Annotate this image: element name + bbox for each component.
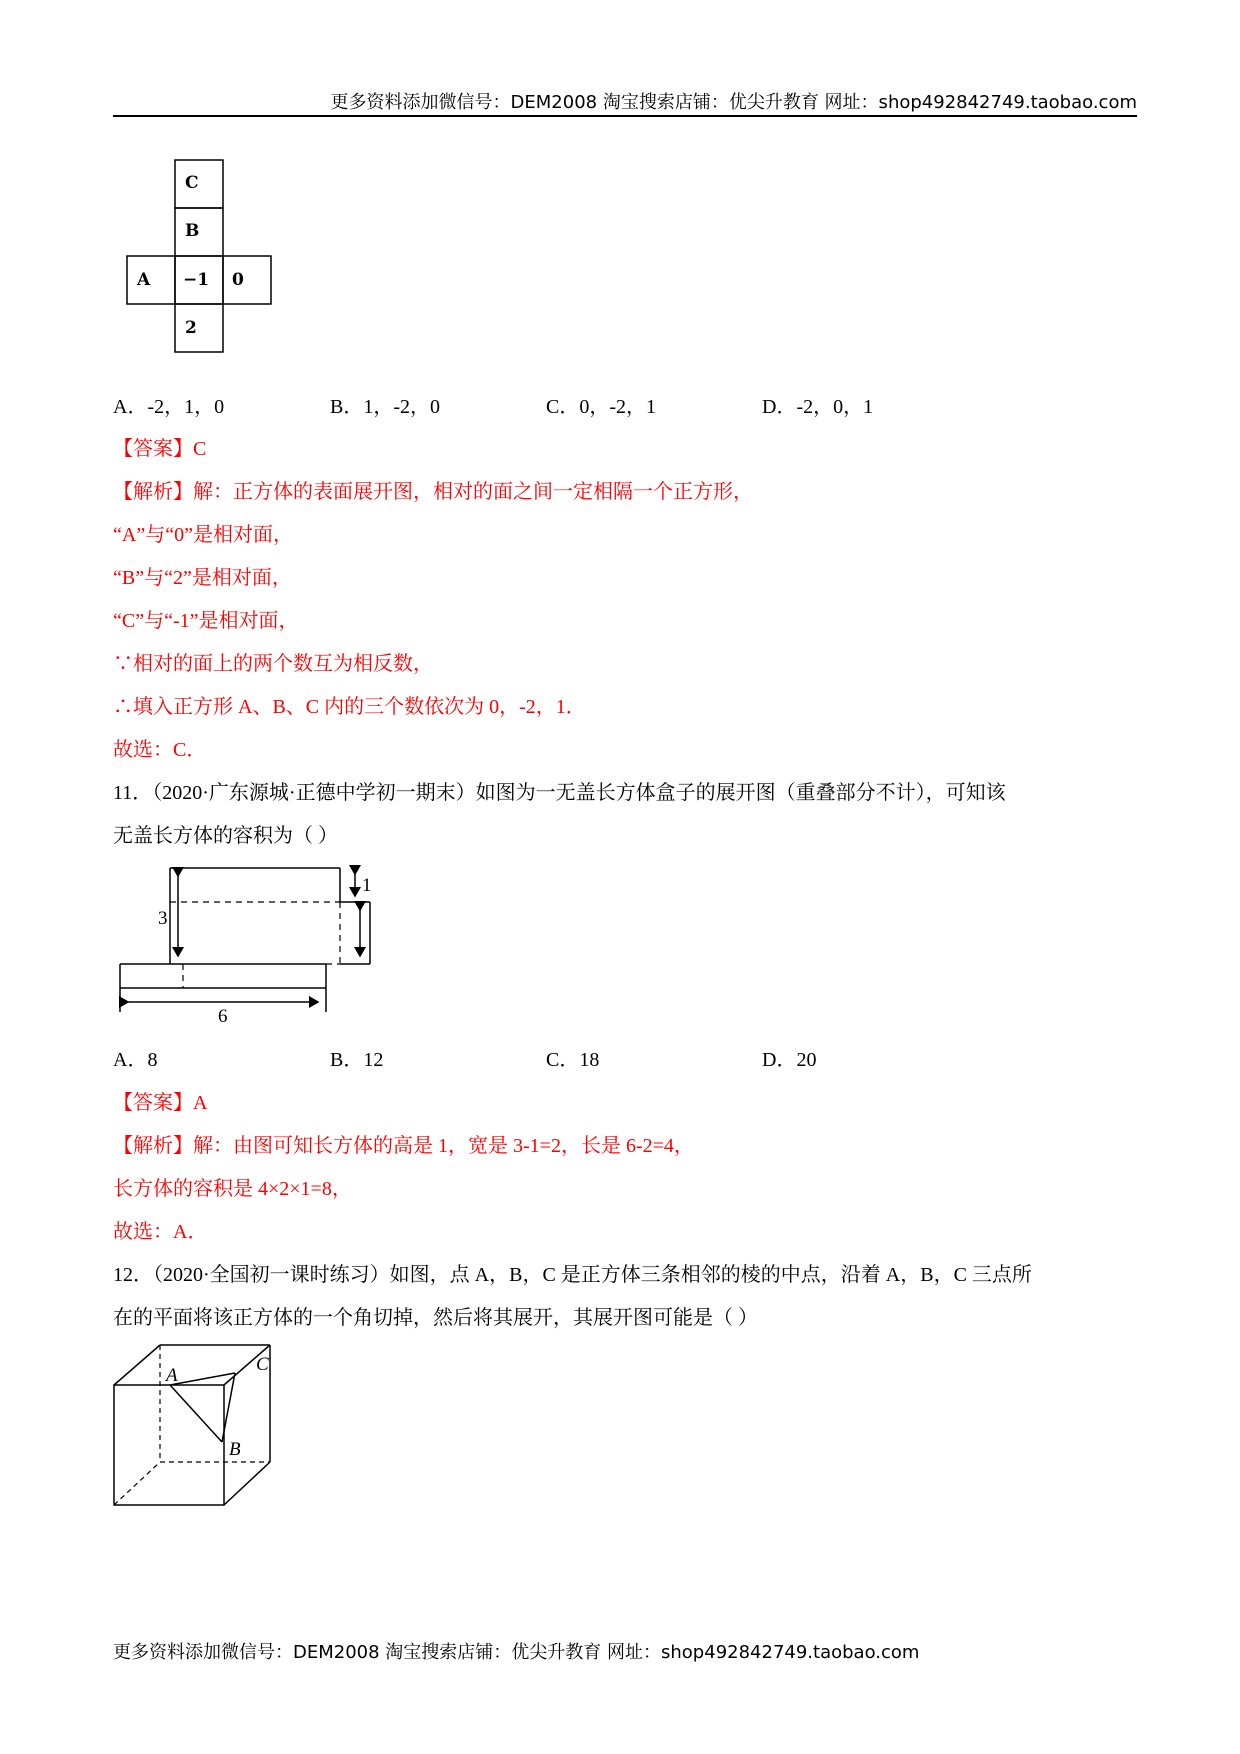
cube-net-figure	[120, 155, 295, 370]
cube-label-b: B	[229, 1439, 241, 1460]
q11-option-d: D．20	[762, 1049, 817, 1071]
box-dim-1: 1	[362, 875, 372, 896]
net-square-a	[127, 256, 175, 304]
page-header: 更多资料添加微信号：DEM2008 淘宝搜索店铺：优尖升教育 网址：shop492842749.taobao.com	[330, 92, 1137, 113]
q11-option-b: B．12	[330, 1049, 384, 1071]
box-dim-3: 3	[158, 908, 168, 929]
cube-label-a: A	[166, 1365, 178, 1386]
q10-analysis-line: ∵相对的面上的两个数互为相反数，	[113, 653, 433, 675]
q10-analysis-line: “B”与“2”是相对面，	[113, 567, 292, 589]
q10-analysis-line: ∴填入正方形 A、B、C 内的三个数依次为 0，-2，1．	[113, 696, 586, 718]
cube-cut-figure	[108, 1340, 288, 1510]
q11-analysis-line: 【解析】解：由图可知长方体的高是 1，宽是 3-1=2，长是 6-2=4，	[113, 1135, 694, 1157]
net-label-0: 0	[232, 270, 244, 290]
q10-answer: 【答案】C	[113, 438, 207, 460]
net-label-minus1: −1	[183, 270, 210, 290]
net-label-a: A	[137, 270, 151, 290]
q10-analysis-line: “C”与“-1”是相对面，	[113, 610, 299, 632]
q11-option-c: C．18	[546, 1049, 600, 1071]
net-label-c: C	[185, 173, 199, 193]
box-net-figure	[110, 862, 380, 1027]
q11-analysis-line: 故选：A．	[113, 1221, 208, 1243]
net-square-c	[175, 160, 223, 208]
q11-analysis-line: 长方体的容积是 4×2×1=8，	[113, 1178, 352, 1200]
net-label-b: B	[185, 221, 200, 241]
net-label-2: 2	[185, 318, 197, 338]
q11-stem-line: 11．（2020·广东源城·正德中学初一期末）如图为一无盖长方体盒子的展开图（重叠部分不计），可知该	[113, 782, 1006, 804]
q12-stem-line: 在的平面将该正方体的一个角切掉，然后将其展开，其展开图可能是（ ）	[113, 1307, 758, 1329]
q10-option-a: A．-2，1，0	[113, 396, 225, 418]
q12-stem-line: 12．（2020·全国初一课时练习）如图，点 A，B，C 是正方体三条相邻的棱的中点，沿着 A，B，C 三点所	[113, 1264, 1032, 1286]
q11-option-a: A．8	[113, 1049, 158, 1071]
q10-analysis-line: 故选：C．	[113, 739, 207, 761]
q10-option-b: B．1，-2，0	[330, 396, 440, 418]
net-square-2	[175, 304, 223, 352]
q10-analysis-line: “A”与“0”是相对面，	[113, 524, 293, 546]
header-rule	[113, 115, 1137, 117]
q10-option-c: C．0，-2，1	[546, 396, 656, 418]
q10-analysis-line: 【解析】解：正方体的表面展开图，相对的面之间一定相隔一个正方形，	[113, 481, 753, 503]
q11-answer: 【答案】A	[113, 1092, 208, 1114]
q11-stem-line: 无盖长方体的容积为（ ）	[113, 825, 338, 847]
cube-label-c: C	[256, 1354, 269, 1375]
q10-option-d: D．-2，0，1	[762, 396, 874, 418]
net-square-0	[223, 256, 271, 304]
page-footer: 更多资料添加微信号：DEM2008 淘宝搜索店铺：优尖升教育 网址：shop492842749.taobao.com	[113, 1642, 920, 1663]
box-dim-6: 6	[218, 1006, 228, 1027]
